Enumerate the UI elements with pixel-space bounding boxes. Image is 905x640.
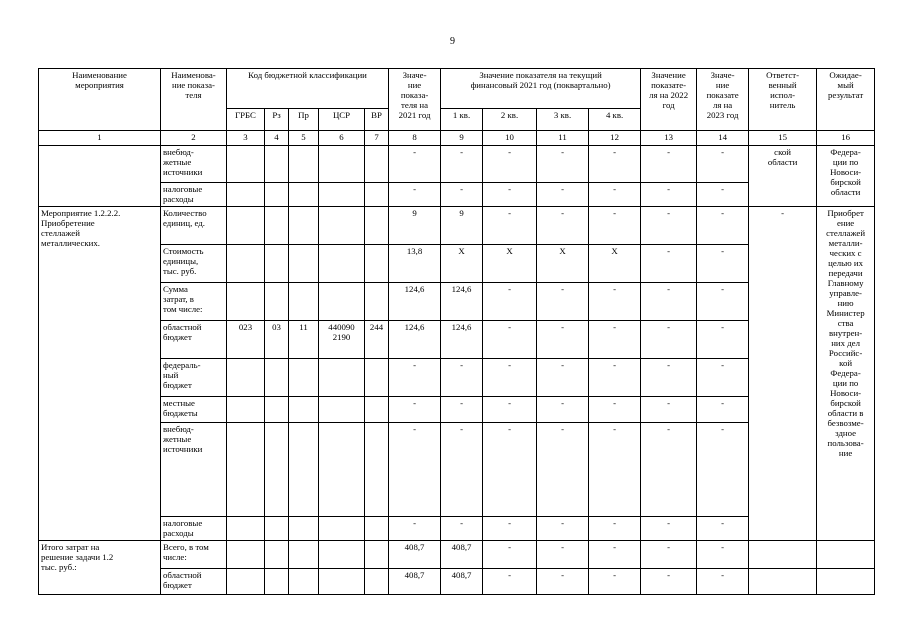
col-number: 8: [389, 131, 441, 146]
col-number: 3: [227, 131, 265, 146]
value-2023: -: [697, 423, 749, 517]
value-2023: -: [697, 321, 749, 359]
value-q1: -: [441, 397, 483, 423]
col-number: 11: [537, 131, 589, 146]
header-value-2023: Значе- ние показате ля на 2023 год: [697, 69, 749, 131]
col-number: 15: [749, 131, 817, 146]
value-2021: -: [389, 397, 441, 423]
column-numbers-row: [39, 131, 875, 146]
value-q4: -: [589, 359, 641, 397]
value-q1: 9: [441, 207, 483, 245]
cont-measure-cell: [39, 146, 161, 207]
value-q2: -: [483, 183, 537, 207]
value-q3: -: [537, 321, 589, 359]
header-pr: Пр: [289, 109, 319, 131]
value-q2: -: [483, 423, 537, 517]
col-number: 1: [39, 131, 161, 146]
header-q4: 4 кв.: [589, 109, 641, 131]
value-2023: -: [697, 283, 749, 321]
value-q3: -: [537, 283, 589, 321]
header-csr: ЦСР: [319, 109, 365, 131]
result-cell: Приобрет ение стеллажей металли- ческих с целью их передачи Главному управле- нию Министер ства внутрен- них дел Российс- кой Федера- ции по Новоси- бирской области в безвозме- здное пользова- ние: [817, 207, 875, 541]
value-q4: -: [589, 207, 641, 245]
col-number: 6: [319, 131, 365, 146]
table-row: [39, 207, 875, 245]
value-q1: -: [441, 146, 483, 183]
header-value-2022: Значение показате- ля на 2022 год: [641, 69, 697, 131]
header-result: Ожидае- мый результат: [817, 69, 875, 131]
value-q3: -: [537, 423, 589, 517]
value-2022: -: [641, 321, 697, 359]
col-number: 7: [365, 131, 389, 146]
code-csr: 440090 2190: [319, 321, 365, 359]
indicator-cell: внебюд- жетные источники: [161, 146, 227, 183]
value-2021: -: [389, 423, 441, 517]
value-q1: -: [441, 183, 483, 207]
value-2023: -: [697, 207, 749, 245]
value-q4: -: [589, 423, 641, 517]
value-2021: 408,7: [389, 541, 441, 569]
value-2021: 124,6: [389, 283, 441, 321]
indicator-cell: Стоимость единицы, тыс. руб.: [161, 245, 227, 283]
col-number: 2: [161, 131, 227, 146]
value-q2: X: [483, 245, 537, 283]
result-cell: Федера- ции по Новоси- бирской области: [817, 146, 875, 207]
value-2022: -: [641, 423, 697, 517]
value-q2: -: [483, 517, 537, 541]
value-2023: -: [697, 146, 749, 183]
value-q1: 408,7: [441, 569, 483, 595]
value-2023: -: [697, 397, 749, 423]
value-2023: -: [697, 541, 749, 569]
col-number: 16: [817, 131, 875, 146]
value-2023: -: [697, 517, 749, 541]
header-q2: 2 кв.: [483, 109, 537, 131]
indicator-cell: внебюд- жетные источники: [161, 423, 227, 517]
value-q2: -: [483, 321, 537, 359]
responsible-cell: ской области: [749, 146, 817, 207]
value-q4: -: [589, 569, 641, 595]
table-row: [39, 569, 875, 595]
header-rz: Рз: [265, 109, 289, 131]
value-q2: -: [483, 146, 537, 183]
col-number: 10: [483, 131, 537, 146]
header-current-year: Значение показателя на текущий финансовый 2021 год (поквартально): [441, 69, 641, 109]
measure-name: Мероприятие 1.2.2.2. Приобретение стеллажей металлических.: [39, 207, 161, 541]
value-q1: 408,7: [441, 541, 483, 569]
value-q4: X: [589, 245, 641, 283]
value-2022: -: [641, 541, 697, 569]
indicator-cell: федераль- ный бюджет: [161, 359, 227, 397]
value-q4: -: [589, 321, 641, 359]
page-number: 9: [450, 36, 455, 47]
header-vr: ВР: [365, 109, 389, 131]
header-indicator: Наименова- ние показа- теля: [161, 69, 227, 131]
indicator-cell: Всего, в том числе:: [161, 541, 227, 569]
value-2023: -: [697, 569, 749, 595]
total-name: Итого затрат на решение задачи 1.2 тыс. руб.:: [39, 541, 161, 595]
value-q1: 124,6: [441, 321, 483, 359]
value-2021: -: [389, 183, 441, 207]
value-q2: -: [483, 569, 537, 595]
value-2021: -: [389, 517, 441, 541]
code-rz: 03: [265, 321, 289, 359]
value-2023: -: [697, 183, 749, 207]
value-q2: -: [483, 207, 537, 245]
responsible-cell: -: [749, 207, 817, 541]
value-2022: -: [641, 359, 697, 397]
header-q1: 1 кв.: [441, 109, 483, 131]
value-2021: 124,6: [389, 321, 441, 359]
value-q4: -: [589, 541, 641, 569]
value-2022: -: [641, 245, 697, 283]
value-q1: -: [441, 423, 483, 517]
value-q3: -: [537, 146, 589, 183]
table-row: [39, 146, 875, 183]
value-2022: -: [641, 207, 697, 245]
header-grbs: ГРБС: [227, 109, 265, 131]
value-q3: X: [537, 245, 589, 283]
header-measure: Наименование мероприятия: [39, 69, 161, 131]
value-q3: -: [537, 183, 589, 207]
value-q1: -: [441, 359, 483, 397]
table-row: [39, 541, 875, 569]
col-number: 13: [641, 131, 697, 146]
indicator-cell: Количество единиц, ед.: [161, 207, 227, 245]
value-q1: X: [441, 245, 483, 283]
value-2021: 13,8: [389, 245, 441, 283]
value-q1: -: [441, 517, 483, 541]
value-q3: -: [537, 359, 589, 397]
header-q3: 3 кв.: [537, 109, 589, 131]
value-2022: -: [641, 569, 697, 595]
value-2022: -: [641, 397, 697, 423]
header-responsible: Ответст- венный испол- нитель: [749, 69, 817, 131]
value-q3: -: [537, 569, 589, 595]
value-q4: -: [589, 397, 641, 423]
value-2021: -: [389, 146, 441, 183]
indicator-cell: Сумма затрат, в том числе:: [161, 283, 227, 321]
col-number: 4: [265, 131, 289, 146]
value-2021: -: [389, 359, 441, 397]
value-2022: -: [641, 283, 697, 321]
col-number: 14: [697, 131, 749, 146]
value-q4: -: [589, 517, 641, 541]
col-number: 5: [289, 131, 319, 146]
value-q3: -: [537, 207, 589, 245]
header-budget-code: Код бюджетной классификации: [227, 69, 389, 109]
value-2022: -: [641, 183, 697, 207]
value-q4: -: [589, 283, 641, 321]
value-q4: -: [589, 183, 641, 207]
value-q2: -: [483, 397, 537, 423]
value-q1: 124,6: [441, 283, 483, 321]
indicator-cell: налоговые расходы: [161, 517, 227, 541]
code-pr: 11: [289, 321, 319, 359]
value-q2: -: [483, 359, 537, 397]
value-2022: -: [641, 146, 697, 183]
col-number: 12: [589, 131, 641, 146]
col-number: 9: [441, 131, 483, 146]
indicator-cell: налоговые расходы: [161, 183, 227, 207]
value-q2: -: [483, 283, 537, 321]
value-q2: -: [483, 541, 537, 569]
code-grbs: 023: [227, 321, 265, 359]
value-2023: -: [697, 245, 749, 283]
value-2023: -: [697, 359, 749, 397]
budget-table: [38, 68, 875, 595]
value-q3: -: [537, 517, 589, 541]
code-vr: 244: [365, 321, 389, 359]
header-value-2021: Значе- ние показа- теля на 2021 год: [389, 69, 441, 131]
value-q4: -: [589, 146, 641, 183]
indicator-cell: областной бюджет: [161, 321, 227, 359]
indicator-cell: местные бюджеты: [161, 397, 227, 423]
value-2022: -: [641, 517, 697, 541]
indicator-cell: областной бюджет: [161, 569, 227, 595]
value-2021: 9: [389, 207, 441, 245]
value-2021: 408,7: [389, 569, 441, 595]
value-q3: -: [537, 541, 589, 569]
value-q3: -: [537, 397, 589, 423]
